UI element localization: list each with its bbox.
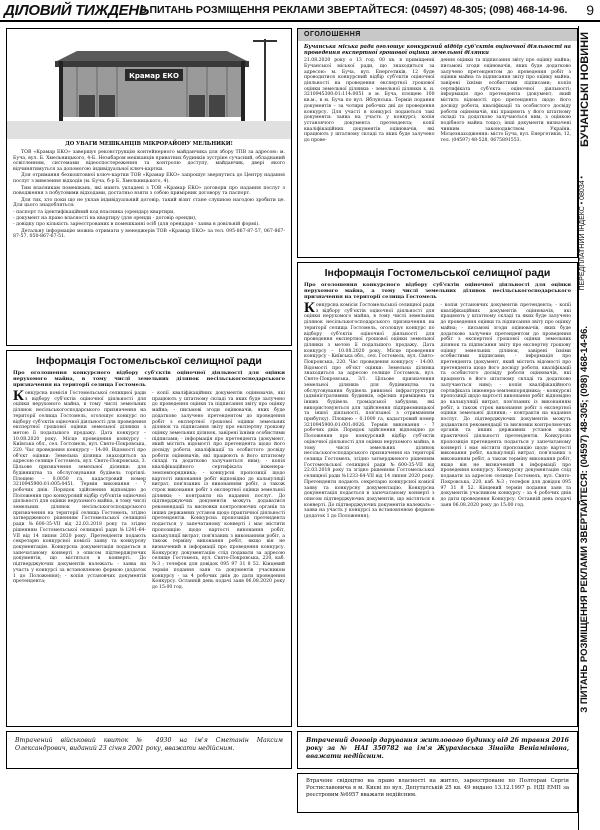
drop-cap: К bbox=[304, 300, 315, 316]
article-lead: Про оголошення конкурсного відбору суб'єктів оціночної діяльності для оцінки нерухомого майна, в тому числі земельних ділянок несільськогосподарського призначення на території селища Гостомель bbox=[13, 370, 285, 388]
page-number: 9 bbox=[586, 2, 594, 18]
article-title: Інформація Гостомельської селищної ради bbox=[36, 355, 262, 367]
ad-list-item: - документ на право власності на квартиру (для оренди - договір оренди), bbox=[13, 216, 197, 222]
notice-lead: Бучанська міська рада оголошує конкурсний відбір суб'єктів оціночної діяльності на проведення експертної грошової оцінки земельної ділянки bbox=[304, 44, 571, 57]
header-ads-contact: З ПИТАНЬ РОЗМІЩЕННЯ РЕКЛАМИ ЗВЕРТАЙТЕСЯ: (04597) 48-305; (098) 468-14-96. bbox=[140, 4, 568, 16]
ad-list-item: - довідку про кількість зареєстрованих в помешканні осіб (для орендаря - заява в довільній формі). bbox=[13, 222, 260, 228]
notice-column-2: дення оцінки та підписання звіту про оцінку майна; письмові згоди оцінювачів, яких буде додатково залучено претендентом до проведення робіт з оцінки майна та підписання звіту про оцінку майна, завірені їхніми особистими підписами; копія сертифіката суб'єкта оціночної діяльності; інформація про претендента (документ, який містить відомості про претендента щодо його досвіду роботи, кваліфікації та особистого досвіду роботи оцінювачів, які працюють у його штатному складі та додатково залучаються ним, з оцінкою подібного майна тощо); інші документи визначені чинним законодавством України. Місцезнаходження: місто Буча, вул. Енергетиків, 12, тел. (04597) 48-528, 0675891553. bbox=[440, 58, 571, 144]
article-column-2: - копії кваліфікаційних документів оцінювачів, які працюють у штатному складі та яких буде залучено до проведення оцінки та підписання звіту про оцінку майна; - письмові згоди оцінювачів, яких буде додатково залучено претендентом до проведення робіт з експертної грошової оцінки земельних ділянок та підписання звіту про експертну грошову оцінку земельних ділянок, завірені їхніми особистими підписами; - інформація про претендента (документ, який містить відомості про претендента щодо його досвіду роботи, кваліфікації та особистого досвіду роботи оцінювачів, які працюють в його штатному складі та додатково залучаються ним); - копія кваліфікаційного сертифіката інженера-землевпорядника; - конкурсні пропозиції щодо вартості виконання робіт відповідно до калькуляції витрат, пов'язаних із виконанням робіт, а також строк виконання робіт з експертної оцінки земельної ділянки; - контракти на надання послуг. До підтверджуючих документів можуть додаватися рекомендації та висновки контролюючих органів та інших державних установ щодо практичної діяльності претендентів. Конкурсна пропозиція претендента подається у запечатаному конверті і має містити пропозицію щодо вартості виконання робіт, калькуляції витрат, пов'язаних з виконанням робіт, а також терміну виконання робіт, якщо він не визначений в інформації про проведення конкурсу. Конкурсну документацію слід подавати за адресою селище Гостомель, вул. Свято-Покровська, 220, каб. №3 ; телефон для довідок 095 97 31 8 52. Кінцевий термін подання заяв та документів учасником конкурсу - за 4 робочих днів до дати проведення Конкурсу. Останній день подачі заяв 06.08.2020 року до 15:00 год. bbox=[152, 391, 285, 590]
ad-paragraph: Для тих, хто поки що не уклав індивідуальний договір, такий візит стане слушною нагодою зробити це. Для цього знадобляться: bbox=[13, 197, 285, 209]
article-gostomel-right bbox=[297, 262, 578, 727]
ad-paragraph: Для отримання безкоштовної ключ-картки ТОВ «Крамар ЕКО» запрошує звернутись до Центру надання послуг з вивезення відходів (м. Буча, б-р Б. Хмельницького, 4). bbox=[13, 173, 285, 185]
lost-document-notice-right: Втрачений договір дарування житлового будинку від 26 травня 2016 року за № НАІ 350782 на ім'я Журахівська Зінаїда Веніамінівна, вважати недійсним. bbox=[297, 731, 578, 769]
article-column-1: Конкурсна комісія Гостомельської селищної ради з відбору суб'єктів оціночної діяльності для оцінки нерухомого майна, в тому числі земельних ділянок несільськогосподарського призначення на території селища Гостомель, оголошує конкурс по відбору суб'єктів оціночної діяльності для проведення експертної грошової оцінки земельної ділянки з метою її подальшого продажу. Дата конкурсу – 10.08.2020 року. Місце проведення конкурсу - Київська обл., сел. Гостомель, вул. Свято-Покровська, 220. Час проведення конкурсу - 14:00. Відомості про об'єкт оцінки: Земельна ділянка знаходиться за адресою селище Гостомель, вул. Свято-Покровська, 3. Цільове призначення земельної ділянки: для будівництва та обслуговування будівель торгівлі. Площею – 0,0050 га, кадастровий номер 3210945900:01:005:0451. Термін виконання - 7 робочих днів. Порядок здійснення відповідно до Положення про конкурсний відбір суб'єктів оціночної діяльності для оцінки нерухомого майна, в тому числі земельних ділянок несільськогосподарського призначення на території селища Гостомель, згідно затвердженого рішенням Гостомельської селищної ради №600-35-VII від 22.03.2018 року та згідно рішенням Гостомельської селищної ради №1241-64-VII від 14 липня 2020 року. Претенденти подають секретарю конкурсної комісії заяву та конкурсну документацію. Конкурсна документація подається в запечатаному конверті з описом підтверджуючих документів, що містяться в конверті. До підтверджуючих документів належать: - заява на участь у конкурсі за встановленою формою (додаток 1 до Положення); - копія установчих документів претендента; bbox=[13, 388, 146, 585]
container-site-illustration bbox=[7, 29, 291, 139]
ad-sign-text: Крамар ЕКО bbox=[129, 72, 179, 80]
article-column-1: Конкурсна комісія Гостомельської селищної ради з відбору суб'єктів оціночної діяльності для оцінки нерухомого майна, в тому числі земельних ділянок несільськогосподарського призначення на території селища Гостомель, оголошує конкурс по відбору суб'єктів оціночної діяльності для проведення експертної грошової оцінки земельної ділянки з метою її подальшого продажу. Дата конкурсу – 10.08.2020 року. Місце проведення конкурсу - Київська обл., сел. Гостомель, вул. Свято-Покровська, 220. Час проведення конкурсу - 14:00. Відомості про об'єкт оцінки: Земельна ділянка знаходиться за адресою селище Гостомель, вул. Свято-Покровська, 3/1. Цільове призначення земельної ділянки: для будівництва та обслуговування будівель ринкової інфраструктури (адміністративних будинків, офісних приміщень та інших будівель громадської забудови, які використовуються для здійснення підприємницької та іншої діяльності, пов'язаної з отриманням прибутку). Площею – 0,1000 га, кадастровий номер 3210945900:01:001:0026. Термін виконання - 7 робочих днів. Порядок здійснення відповідно до Положення про конкурсний відбір суб'єктів оціночної діяльності для оцінки нерухомого майна, в тому числі земельних ділянок несільськогосподарського призначення на території селища Гостомель, згідно затвердженого рішенням Гостомельської селищної ради №600-35-VII від 22.03.2018 року та згідно рішенням Гостомельської селищної ради №1233-64-VII від 14 липня 2020 року. Претенденти подають секретарю конкурсної комісії заяву та конкурсну документацію. Конкурсна документація подається в запечатаному конверті з описом підтверджуючих документів, що містяться в конверті. До підтверджуючих документів належать: - заява на участь у конкурсі за встановленою формою (додаток 1 до Положення); bbox=[304, 300, 435, 520]
notice-column-1: 21.08.2020 року о 13 год. 00 хв. в приміщенні Бучанської міської ради, що знаходиться за адресою: м. Буча, вул. Енергетиків, 12 буде проводитися конкурсний відбір суб'єктів оціночної діяльності на проведення експертної грошової оцінки земельної ділянки: - земельної ділянки к. н. 3210945300:01:114:0051 в м. Буча, площею 100 кв.м., в м. Буча по вул. Яблунська. Термін подання документів – за чотири робочих дні до проведення конкурсу. Для участі в конкурсі подаються такі документи: заява на участь у конкурсі; копія установчого документа претендента; копії кваліфікаційних документів оцінювачів, які працюють у штатному складі та яких буде залучено до прове- bbox=[304, 58, 435, 144]
article-title: Інформація Гостомельської селищної ради bbox=[324, 267, 551, 279]
section-title: ДІЛОВИЙ ТИЖДЕНЬ bbox=[4, 2, 150, 19]
subscription-index: ПЕРЕДПЛАТНИЙ ІНДЕКС • 08034 • bbox=[579, 176, 586, 291]
article-column-2: - копія установчих документів претендента; - копії кваліфікаційних документів оцінювачів, які працюють у штатному складі та яких буде залучено до проведення оцінки та підписання звіту про оцінку майна; - письмові згоди оцінювачів, яких буде додатково залучено претендентом до проведення робіт з експертної грошової оцінки земельних ділянок та підписання звіту про експертну грошову оцінку земельних ділянок, завірені їхніми особистими підписами; - інформація про претендента (документ, який містить відомості про претендента щодо його досвіду роботи, кваліфікації та особистого досвіду роботи оцінювачів, які працюють в його штатному складі та додатково залучаються ним); - копія кваліфікаційного сертифіката інженера-землевпорядника; - конкурсні пропозиції щодо вартості виконання робіт відповідно до калькуляції витрат, пов'язаних із виконанням робіт, а також строк виконання робіт з експертної оцінки земельної ділянки; - контракти на надання послуг. До підтверджуючих документів можуть додаватися рекомендації та висновки контролюючих органів та інших державних установ щодо практичної діяльності претендентів. Конкурсна пропозиція претендента подається у запечатаному конверті і має містити пропозицію щодо вартості виконання робіт, калькуляції витрат, пов'язаних з виконанням робіт, а також терміну виконання робіт, якщо він не визначений в інформації про проведення конкурсу. Конкурсну документацію слід подавати за адресою селище Гостомель, вул. Свято-Покровська, 220, каб. №3 ; телефон для довідок 095 97 31 8 52. Кінцевий термін подання заяв та документів учасником конкурсу - за 4 робочих днів до дати проведення Конкурсу. Останній день подачі заяв 06.08.2020 року до 15:00 год. bbox=[440, 303, 571, 508]
sidebar-ads-contact: З ПИТАНЬ РОЗМІЩЕННЯ РЕКЛАМИ ЗВЕРТАЙТЕСЯ: (04597) 48-305; (098) 468-14-96. bbox=[579, 326, 590, 713]
lost-document-notice-footer: Втрачене свідоцтво на право власності на житло, зареєстроване по Полтораи Сергія Ростиславовича в м. Києві по вул. Депутатській 25 кв. 49 видано 13.12.1997 р. НДІ ЕМП за реєстровим №6957 вважати недійсним. bbox=[297, 773, 578, 813]
kramar-eko-ad bbox=[6, 28, 292, 346]
page-header bbox=[0, 0, 600, 22]
newspaper-brand: БУЧАНСЬКІ НОВИНИ bbox=[579, 32, 591, 147]
article-lead: Про оголошення конкурсного відбору суб'єктів оціночної діяльності для оцінки нерухомого майна, а тому числі земельних ділянок несільськогосподарського призначення на території селища Гостомель bbox=[304, 282, 571, 300]
ad-paragraph: Детальну інформацію можна отримати у менеджерів ТОВ «Крамар ЕКО» за тел. 095-867-87-57, 067-867-87-57, 050-867-67-51. bbox=[13, 228, 285, 240]
lost-document-notice-left: Втрачений військовий квиток № 4930 на ім'я Сметанін Максим Олександрович, виданий 23 січня 2001 року, вважати недійсним. bbox=[6, 731, 292, 769]
notice-block bbox=[297, 28, 578, 258]
ad-paragraph: ТОВ «Крамар ЕКО» завершує реконструкцію контейнерного майданчика для збору ТПВ за адресою: м. Буча, вул. Б. Хмельницького, 4-Б. Незабаром мешканців приватних будинків зустріне сучасний, обладнаний освітленням, системами відеоспостереження та контролю доступу, майданчик, двері якого відчинятимуться за допомогою індивідуальної ключ-картки. bbox=[13, 149, 285, 173]
notice-tag: ОГОЛОШЕННЯ bbox=[298, 29, 577, 41]
right-sidebar bbox=[578, 26, 600, 830]
ad-headline: ДО УВАГИ МЕШКАНЦІВ МІКРОРАЙОНУ МЕЛЬНИКИ! bbox=[65, 141, 233, 147]
drop-cap: К bbox=[13, 388, 24, 404]
ad-paragraph: Тим власникам помешкань, які мають укладені з ТОВ «Крамар ЕКО» договори про надання послуг з поводження з побутовими відходами, достатньо взяти з собою примірник договору та паспорт. bbox=[13, 185, 285, 197]
ad-list-item: - паспорт та ідентифікаційний код власника (орендар) квартири, bbox=[13, 209, 175, 215]
article-gostomel-left bbox=[6, 350, 292, 727]
